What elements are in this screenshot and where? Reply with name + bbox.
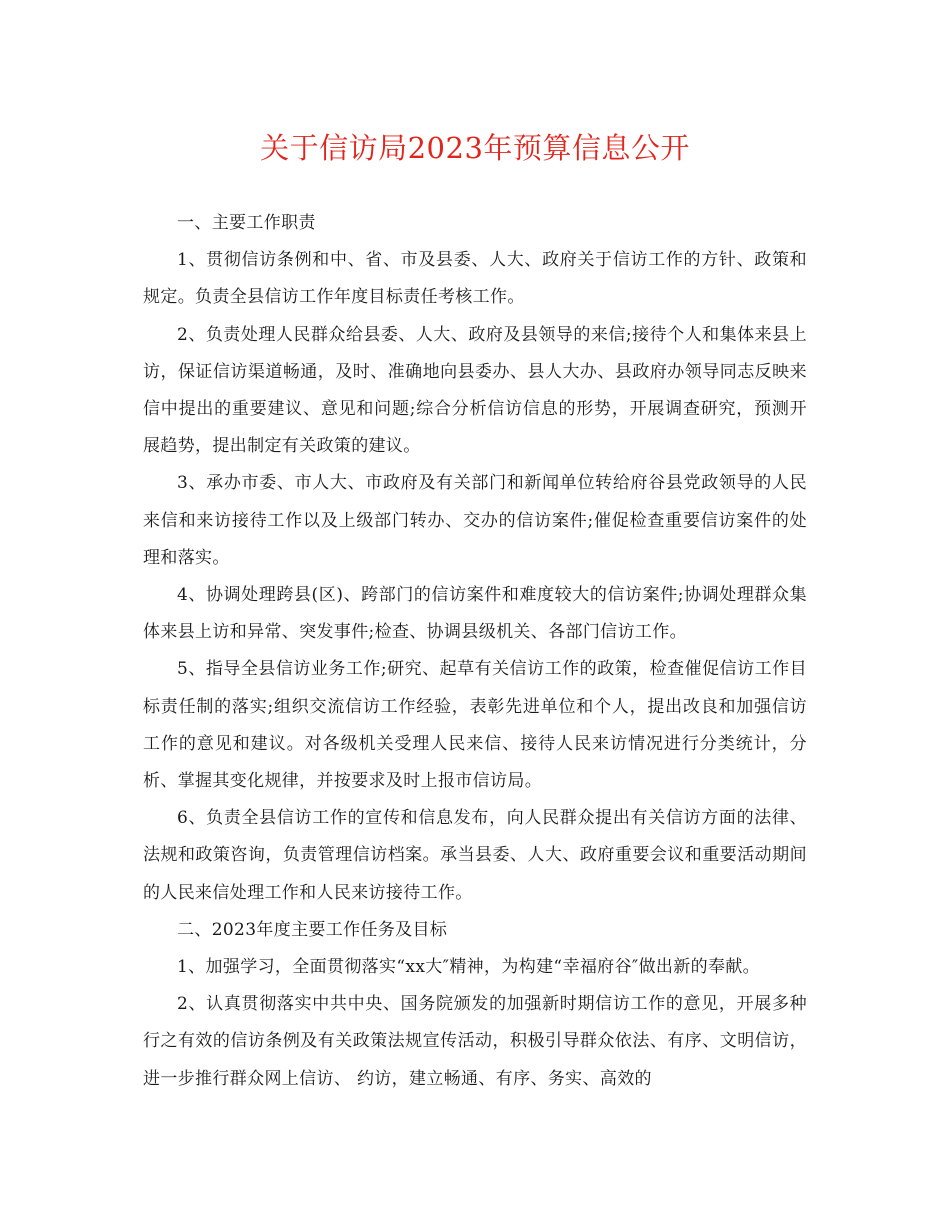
document-body [143, 205, 807, 1098]
paragraph: 4、协调处理跨县(区)、跨部门的信访案件和难度较大的信访案件;协调处理群众集体来县上访和异常、突发事件;检查、协调县级机关、各部门信访工作。 [143, 585, 807, 643]
section-heading: 一、主要工作职责 [177, 213, 316, 233]
section-heading: 二、2023年度主要工作任务及目标 [177, 919, 448, 940]
paragraph: 1、贯彻信访条例和中、省、市及县委、人大、政府关于信访工作的方针、政策和规定。负责全县信访工作年度目标责任考核工作。 [143, 250, 807, 308]
paragraph: 2、认真贯彻落实中共中央、国务院颁发的加强新时期信访工作的意见，开展多种行之有效的信访条例及有关政策法规宣传活动，积极引导群众依法、有序、文明信访，进一步推行群众网上信访、 约访，建立畅通、有序、务实、高效的 [143, 994, 807, 1089]
document-title: 关于信访局2023年预算信息公开 [260, 131, 690, 165]
paragraph: 3、承办市委、市人大、市政府及有关部门和新闻单位转给府谷县党政领导的人民来信和来访接待工作以及上级部门转办、交办的信访案件;催促检查重要信访案件的处理和落实。 [143, 473, 807, 568]
paragraph: 2、负责处理人民群众给县委、人大、政府及县领导的来信;接待个人和集体来县上访，保证信访渠道畅通，及时、准确地向县委办、县人大办、县政府办领导同志反映来信中提出的重要建议、意见和问题;综合分析信访信息的形势，开展调查研究，预测开展趋势，提出制定有关政策的建议。 [143, 324, 807, 457]
paragraph: 5、指导全县信访业务工作;研究、起草有关信访工作的政策，检查催促信访工作目标责任制的落实;组织交流信访工作经验，表彰先进单位和个人，提出改良和加强信访工作的意见和建议。对各级机关受理人民来信、接待人民来访情况进行分类统计，分析、掌握其变化规律，并按要求及时上报市信访局。 [143, 659, 807, 792]
paragraph: 1、加强学习，全面贯彻落实“xx大″精神，为构建“幸福府谷″做出新的奉献。 [177, 957, 761, 978]
paragraph: 6、负责全县信访工作的宣传和信息发布，向人民群众提出有关信访方面的法律、法规和政策咨询，负责管理信访档案。承当县委、人大、政府重要会议和重要活动期间的人民来信处理工作和人民来访接待工作。 [143, 808, 807, 903]
